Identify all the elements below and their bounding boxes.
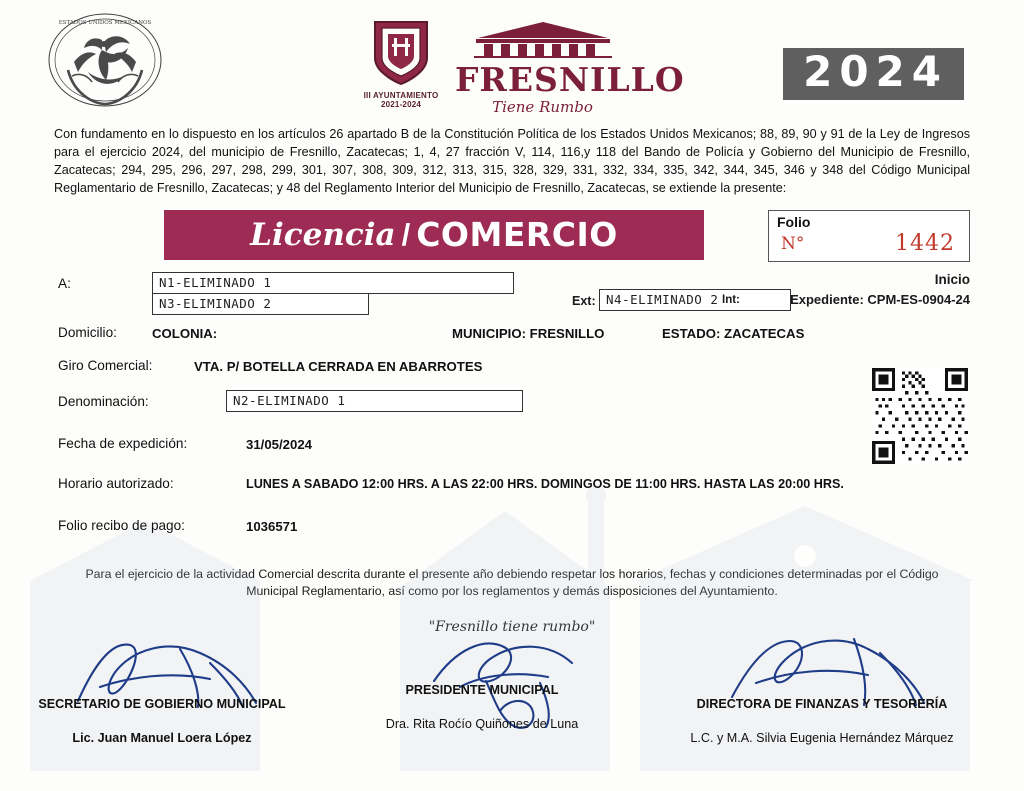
- fresnillo-tagline: Tiene Rumbo: [492, 98, 593, 116]
- license-title-slash: /: [401, 216, 411, 252]
- fecha-label: Fecha de expedición:: [58, 435, 188, 451]
- domicilio-label: Domicilio:: [58, 324, 117, 340]
- shield-caption-line1: III AYUNTAMIENTO: [363, 91, 439, 100]
- recipient-row: [54, 272, 970, 318]
- folio-number: 1442: [895, 230, 955, 256]
- signature-secretario: [12, 697, 312, 745]
- municipio-value: MUNICIPIO: FRESNILLO: [452, 325, 605, 341]
- signature-name-secretario: Lic. Juan Manuel Loera López: [72, 731, 252, 746]
- inicio-label: Inicio: [934, 271, 970, 287]
- legal-paragraph: Con fundamento en lo dispuesto en los artículos 26 apartado B de la Constitución Política de los Estados Unidos Mexicanos; 88, 89, 90 y 91 de la Ley de Ingresos para el ejercicio 2024, del municipio de Fresnillo, Zacatecas; 1, 4, 27 fracción V, 114, 116,y 118 del Bando de Policía y Gobierno del Municipio de Fresnillo, Zacatecas; 294, 295, 296, 297, 298, 299, 301, 307, 308, 309, 312, 313, 315, 328, 329, 331, 332, 334, 335, 342, 344, 345, 346 y 348 del Código Municipal Reglamentario de Fresnillo, Zacatecas; y 48 del Reglamento Interior del Municipio de Fresnillo, Zacatecas, se extiende la presente:: [54, 127, 970, 195]
- signature-title-presidente: PRESIDENTE MUNICIPAL: [405, 683, 559, 698]
- giro-value: VTA. P/ BOTELLA CERRADA EN ABARROTES: [194, 358, 483, 374]
- recibo-label: Folio recibo de pago:: [58, 517, 185, 533]
- ext-value: N4-ELIMINADO 2: [606, 291, 719, 307]
- signature-title-tesoreria: DIRECTORA DE FINANZAS Y TESORERÍA: [696, 697, 948, 712]
- colonia-value: COLONIA:: [152, 325, 218, 341]
- folio-label: Folio: [777, 213, 811, 230]
- signature-block: [0, 641, 1024, 771]
- fresnillo-building-icon: [468, 22, 618, 58]
- denominacion-value: N2-ELIMINADO 1: [233, 392, 346, 408]
- mexican-coat-of-arms-icon: [44, 10, 166, 114]
- shield-caption-line2: 2021-2024: [380, 100, 422, 110]
- signature-presidente: [352, 683, 612, 731]
- fresnillo-wordmark: FRESNILLO: [455, 60, 685, 99]
- horario-value: LUNES A SABADO 12:00 HRS. A LAS 22:00 HRS. DOMINGOS DE 11:00 HRS. HASTA LAS 20:00 HRS.: [246, 476, 844, 491]
- fecha-value: 31/05/2024: [246, 436, 313, 452]
- fecha-row: [54, 426, 970, 468]
- license-type: COMERCIO: [416, 215, 618, 254]
- recipient-value-2-box: [152, 293, 369, 315]
- document-header: [0, 0, 1024, 122]
- fresnillo-shield-icon: [370, 18, 432, 86]
- expediente-value: Expediente: CPM-ES-0904-24: [790, 291, 970, 307]
- recipient-label: A:: [58, 275, 71, 291]
- footer-motto: "Fresnillo tiene rumbo": [428, 619, 596, 636]
- signature-name-presidente: Dra. Rita Roćío Quiñones de Luna: [385, 717, 579, 732]
- signature-name-tesoreria: L.C. y M.A. Silvia Eugenia Hernández Márquez: [690, 731, 954, 746]
- estado-value: ESTADO: ZACATECAS: [662, 325, 805, 341]
- denominacion-label: Denominación:: [58, 393, 149, 409]
- denominacion-row: [54, 386, 970, 426]
- signature-tesoreria: [652, 697, 992, 745]
- footer-note: Para el ejercicio de la actividad Comercial descrita durante el presente año debiendo respetar los horarios, fechas y condiciones determinadas por el Código Municipal Reglamentario, así como por los reglamentos y demás disposiciones del Ayuntamiento.: [85, 566, 939, 599]
- signature-title-secretario: SECRETARIO DE GOBIERNO MUNICIPAL: [38, 697, 286, 712]
- recipient-value-1-box: [152, 272, 514, 294]
- license-fields: [54, 272, 970, 550]
- horario-row: [54, 468, 970, 510]
- fresnillo-shield: [360, 18, 442, 110]
- giro-label: Giro Comercial:: [58, 357, 153, 373]
- folio-box: [768, 210, 970, 262]
- horario-label: Horario autorizado:: [58, 475, 174, 491]
- denominacion-value-box: [226, 390, 523, 412]
- giro-row: [54, 352, 970, 386]
- domicilio-row: [54, 322, 970, 352]
- ext-label: Ext:: [572, 293, 596, 308]
- recipient-value-1: N1-ELIMINADO 1: [159, 274, 272, 290]
- svg-text:ESTADOS UNIDOS MEXICANOS: ESTADOS UNIDOS MEXICANOS: [58, 20, 152, 26]
- recibo-row: [54, 510, 970, 550]
- year-badge: 2024: [783, 48, 964, 100]
- title-row: [54, 210, 970, 262]
- license-title-word: Licencia: [250, 216, 396, 253]
- folio-number-symbol: N°: [781, 233, 805, 254]
- fresnillo-logo: [455, 22, 685, 116]
- recibo-value: 1036571: [246, 518, 298, 534]
- ext-value-box: [599, 289, 791, 311]
- int-label: Int:: [722, 293, 740, 306]
- license-title-band: [164, 210, 704, 260]
- recipient-value-2: N3-ELIMINADO 2: [159, 295, 272, 311]
